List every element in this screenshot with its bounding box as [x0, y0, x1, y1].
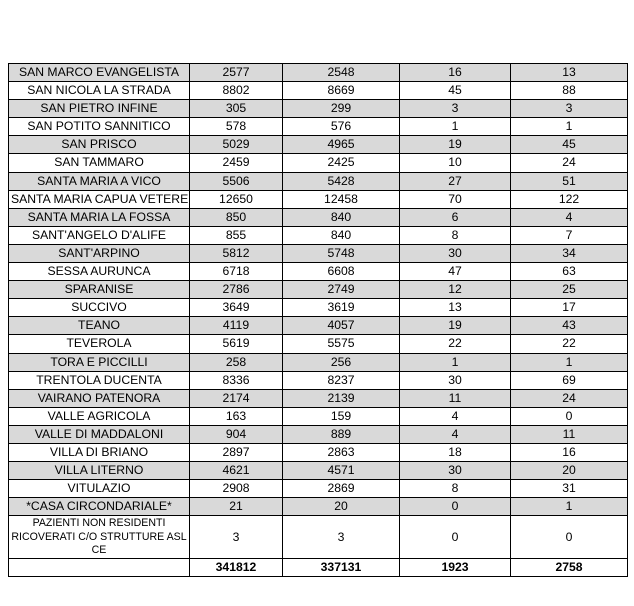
row-value-cell: 1 — [400, 353, 511, 371]
row-value-cell: 5812 — [190, 244, 283, 262]
row-value-cell: 1 — [511, 118, 628, 136]
table-row — [9, 172, 628, 190]
row-name-cell: SUCCIVO — [9, 299, 190, 317]
table-row — [9, 407, 628, 425]
row-name-cell: TRENTOLA DUCENTA — [9, 371, 190, 389]
row-name-cell: TEVEROLA — [9, 335, 190, 353]
row-value-cell: 0 — [400, 498, 511, 516]
table-row — [9, 281, 628, 299]
total-value-cell: 1923 — [400, 559, 511, 577]
table-row — [9, 480, 628, 498]
row-value-cell: 19 — [400, 136, 511, 154]
row-value-cell: 30 — [400, 244, 511, 262]
row-value-cell: 2577 — [190, 64, 283, 82]
row-value-cell: 22 — [511, 335, 628, 353]
row-value-cell: 4 — [511, 208, 628, 226]
table-row — [9, 82, 628, 100]
row-name-cell: VALLE DI MADDALONI — [9, 425, 190, 443]
table-row — [9, 317, 628, 335]
row-value-cell: 163 — [190, 407, 283, 425]
row-value-cell: 8237 — [283, 371, 400, 389]
row-value-cell: 2908 — [190, 480, 283, 498]
row-name-cell: SESSA AURUNCA — [9, 263, 190, 281]
table-row — [9, 100, 628, 118]
row-value-cell: 576 — [283, 118, 400, 136]
table-row — [9, 353, 628, 371]
row-value-cell: 63 — [511, 263, 628, 281]
row-value-cell: 2139 — [283, 389, 400, 407]
table-row — [9, 154, 628, 172]
row-value-cell: 12458 — [283, 190, 400, 208]
table-body — [9, 64, 628, 577]
row-name-cell: VAIRANO PATENORA — [9, 389, 190, 407]
row-value-cell: 4621 — [190, 462, 283, 480]
row-value-cell: 299 — [283, 100, 400, 118]
row-value-cell: 4057 — [283, 317, 400, 335]
row-value-cell: 20 — [283, 498, 400, 516]
row-value-cell: 5748 — [283, 244, 400, 262]
row-value-cell: 1 — [511, 353, 628, 371]
row-value-cell: 256 — [283, 353, 400, 371]
row-name-cell: PAZIENTI NON RESIDENTI RICOVERATI C/O STRUTTURE ASL CE — [9, 516, 190, 559]
row-value-cell: 1 — [511, 498, 628, 516]
row-name-cell: SAN POTITO SANNITICO — [9, 118, 190, 136]
row-name-cell: SANTA MARIA LA FOSSA — [9, 208, 190, 226]
row-value-cell: 2869 — [283, 480, 400, 498]
row-value-cell: 5029 — [190, 136, 283, 154]
row-value-cell: 6 — [400, 208, 511, 226]
municipality-table — [8, 63, 628, 577]
row-value-cell: 51 — [511, 172, 628, 190]
row-value-cell: 27 — [400, 172, 511, 190]
row-value-cell: 840 — [283, 208, 400, 226]
row-value-cell: 258 — [190, 353, 283, 371]
row-value-cell: 3 — [400, 100, 511, 118]
row-value-cell: 31 — [511, 480, 628, 498]
row-value-cell: 34 — [511, 244, 628, 262]
total-value-cell: 341812 — [190, 559, 283, 577]
table-row — [9, 371, 628, 389]
row-value-cell: 3619 — [283, 299, 400, 317]
row-value-cell: 17 — [511, 299, 628, 317]
row-value-cell: 4965 — [283, 136, 400, 154]
row-name-cell: SPARANISE — [9, 281, 190, 299]
row-value-cell: 578 — [190, 118, 283, 136]
row-value-cell: 24 — [511, 154, 628, 172]
row-value-cell: 5506 — [190, 172, 283, 190]
total-value-cell: 337131 — [283, 559, 400, 577]
row-value-cell: 855 — [190, 226, 283, 244]
row-name-cell: SANT'ARPINO — [9, 244, 190, 262]
table-row — [9, 425, 628, 443]
non-resident-patients-row — [9, 516, 628, 559]
table-row — [9, 335, 628, 353]
row-value-cell: 6608 — [283, 263, 400, 281]
row-name-cell: VALLE AGRICOLA — [9, 407, 190, 425]
row-value-cell: 45 — [400, 82, 511, 100]
table-row — [9, 118, 628, 136]
table-row — [9, 64, 628, 82]
row-value-cell: 5619 — [190, 335, 283, 353]
row-value-cell: 13 — [511, 64, 628, 82]
row-value-cell: 7 — [511, 226, 628, 244]
row-value-cell: 12650 — [190, 190, 283, 208]
row-value-cell: 16 — [511, 443, 628, 461]
table-row — [9, 208, 628, 226]
row-value-cell: 13 — [400, 299, 511, 317]
row-value-cell: 122 — [511, 190, 628, 208]
row-value-cell: 8 — [400, 480, 511, 498]
row-value-cell: 904 — [190, 425, 283, 443]
row-value-cell: 2459 — [190, 154, 283, 172]
totals-label-cell — [9, 559, 190, 577]
row-value-cell: 47 — [400, 263, 511, 281]
row-value-cell: 10 — [400, 154, 511, 172]
table-row — [9, 136, 628, 154]
row-value-cell: 8802 — [190, 82, 283, 100]
row-value-cell: 43 — [511, 317, 628, 335]
row-value-cell: 2749 — [283, 281, 400, 299]
row-value-cell: 0 — [400, 516, 511, 559]
row-value-cell: 69 — [511, 371, 628, 389]
row-name-cell: TORA E PICCILLI — [9, 353, 190, 371]
row-value-cell: 30 — [400, 462, 511, 480]
row-name-cell: *CASA CIRCONDARIALE* — [9, 498, 190, 516]
row-value-cell: 21 — [190, 498, 283, 516]
row-value-cell: 16 — [400, 64, 511, 82]
row-name-cell: TEANO — [9, 317, 190, 335]
row-value-cell: 2425 — [283, 154, 400, 172]
row-value-cell: 6718 — [190, 263, 283, 281]
row-name-cell: VITULAZIO — [9, 480, 190, 498]
row-value-cell: 0 — [511, 516, 628, 559]
row-value-cell: 4 — [400, 407, 511, 425]
row-value-cell: 2863 — [283, 443, 400, 461]
row-name-cell: SANT'ANGELO D'ALIFE — [9, 226, 190, 244]
row-value-cell: 11 — [511, 425, 628, 443]
row-name-cell: SAN PRISCO — [9, 136, 190, 154]
table-row — [9, 190, 628, 208]
row-name-cell: SANTA MARIA CAPUA VETERE — [9, 190, 190, 208]
row-value-cell: 25 — [511, 281, 628, 299]
row-value-cell: 5428 — [283, 172, 400, 190]
table-row — [9, 244, 628, 262]
row-value-cell: 4119 — [190, 317, 283, 335]
row-value-cell: 3649 — [190, 299, 283, 317]
row-value-cell: 3 — [283, 516, 400, 559]
row-value-cell: 8669 — [283, 82, 400, 100]
row-value-cell: 24 — [511, 389, 628, 407]
row-value-cell: 70 — [400, 190, 511, 208]
row-value-cell: 889 — [283, 425, 400, 443]
row-name-cell: SANTA MARIA A VICO — [9, 172, 190, 190]
row-value-cell: 1 — [400, 118, 511, 136]
row-value-cell: 30 — [400, 371, 511, 389]
table-row — [9, 263, 628, 281]
row-value-cell: 2548 — [283, 64, 400, 82]
row-value-cell: 2786 — [190, 281, 283, 299]
row-name-cell: SAN TAMMARO — [9, 154, 190, 172]
row-value-cell: 20 — [511, 462, 628, 480]
row-value-cell: 4571 — [283, 462, 400, 480]
row-name-cell: SAN MARCO EVANGELISTA — [9, 64, 190, 82]
table-row — [9, 443, 628, 461]
row-value-cell: 18 — [400, 443, 511, 461]
row-value-cell: 305 — [190, 100, 283, 118]
row-value-cell: 2174 — [190, 389, 283, 407]
row-value-cell: 850 — [190, 208, 283, 226]
table-row — [9, 299, 628, 317]
row-value-cell: 4 — [400, 425, 511, 443]
row-value-cell: 22 — [400, 335, 511, 353]
row-value-cell: 840 — [283, 226, 400, 244]
table-row — [9, 226, 628, 244]
row-name-cell: SAN PIETRO INFINE — [9, 100, 190, 118]
table-row — [9, 462, 628, 480]
row-value-cell: 45 — [511, 136, 628, 154]
row-value-cell: 8 — [400, 226, 511, 244]
row-value-cell: 19 — [400, 317, 511, 335]
row-name-cell: VILLA DI BRIANO — [9, 443, 190, 461]
row-value-cell: 2897 — [190, 443, 283, 461]
total-value-cell: 2758 — [511, 559, 628, 577]
row-value-cell: 3 — [190, 516, 283, 559]
row-value-cell: 5575 — [283, 335, 400, 353]
row-name-cell: SAN NICOLA LA STRADA — [9, 82, 190, 100]
row-value-cell: 0 — [511, 407, 628, 425]
row-value-cell: 11 — [400, 389, 511, 407]
row-value-cell: 8336 — [190, 371, 283, 389]
row-value-cell: 88 — [511, 82, 628, 100]
row-value-cell: 3 — [511, 100, 628, 118]
table-row — [9, 389, 628, 407]
row-value-cell: 159 — [283, 407, 400, 425]
row-name-cell: VILLA LITERNO — [9, 462, 190, 480]
table-row — [9, 498, 628, 516]
row-value-cell: 12 — [400, 281, 511, 299]
totals-row — [9, 559, 628, 577]
